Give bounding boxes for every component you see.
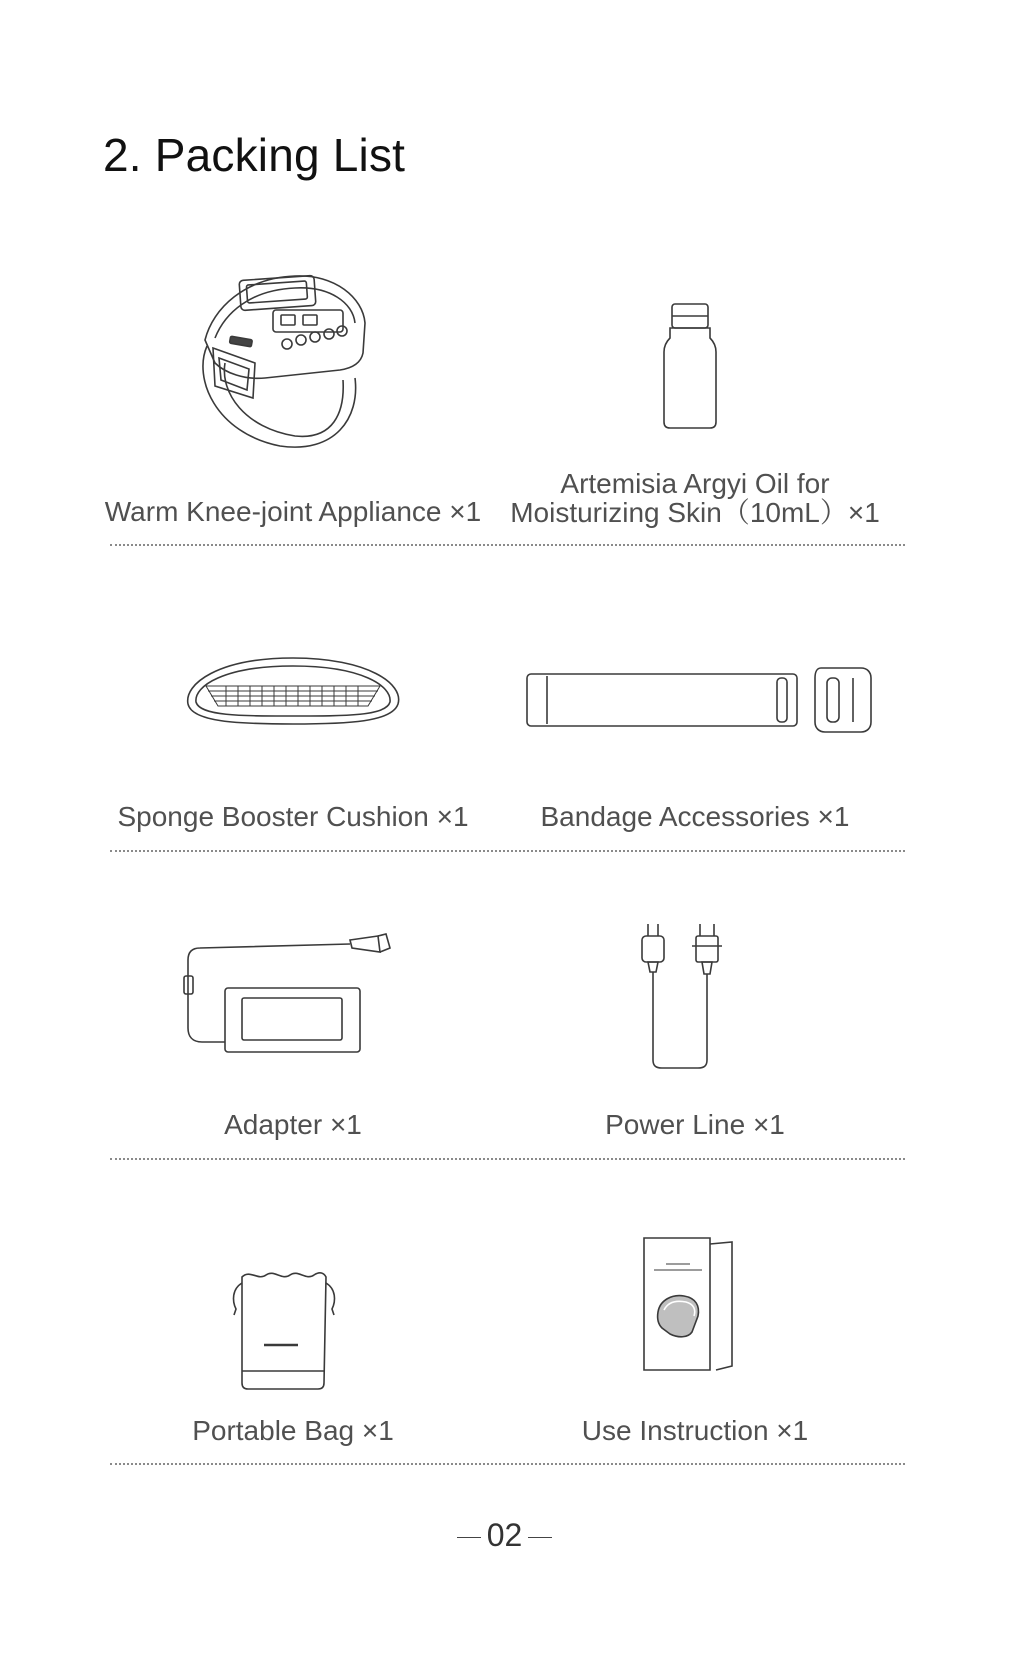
- instruction-booklet-icon: [640, 1234, 740, 1374]
- item-label: Bandage Accessories ×1: [540, 801, 850, 832]
- item-label: Warm Knee-joint Appliance ×1: [104, 496, 482, 527]
- portable-bag-icon: [228, 1265, 338, 1390]
- item-label: Power Line ×1: [605, 1109, 785, 1140]
- divider: [110, 544, 905, 546]
- item-label: Sponge Booster Cushion ×1: [117, 801, 469, 832]
- oil-bottle-icon: [660, 302, 720, 432]
- dash-decoration: [528, 1537, 552, 1538]
- item-label: Adapter ×1: [224, 1109, 362, 1140]
- dash-decoration: [457, 1537, 481, 1538]
- page-number-value: 02: [486, 1517, 523, 1553]
- knee-appliance-icon: [185, 268, 385, 468]
- sponge-cushion-icon: [178, 654, 408, 728]
- divider: [110, 1158, 905, 1160]
- item-label: [500, 469, 890, 527]
- item-label: Portable Bag ×1: [192, 1415, 394, 1446]
- divider: [110, 1463, 905, 1465]
- power-line-icon: [640, 920, 740, 1070]
- bandage-icon: [525, 664, 875, 736]
- page-title: 2. Packing List: [103, 129, 406, 181]
- adapter-icon: [180, 930, 400, 1060]
- item-label: Use Instruction ×1: [581, 1415, 809, 1446]
- page-number: [0, 1517, 1009, 1554]
- item-label-line: Moisturizing Skin（10mL）×1: [510, 497, 880, 528]
- divider: [110, 850, 905, 852]
- item-label-line: Artemisia Argyi Oil for: [560, 468, 830, 499]
